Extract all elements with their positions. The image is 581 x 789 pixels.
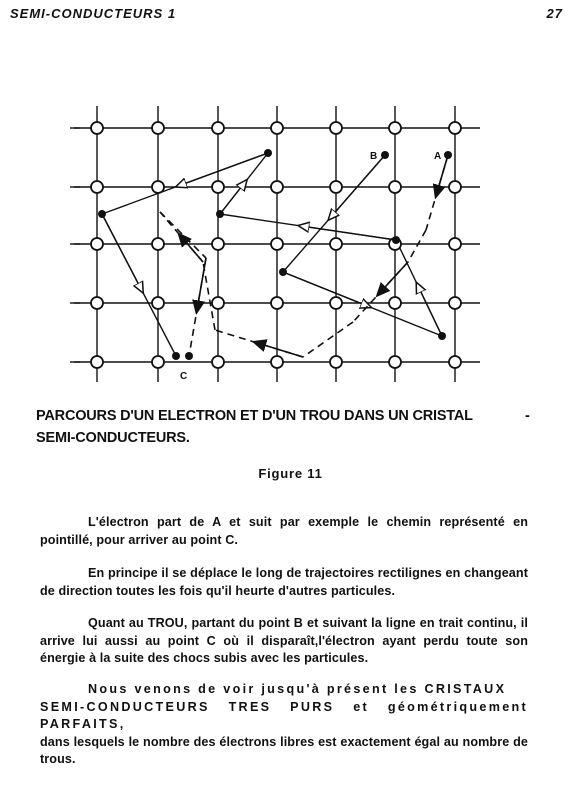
lattice-atom	[212, 238, 224, 250]
collision-dot	[381, 151, 389, 159]
collision-dot	[185, 352, 193, 360]
crystal-lattice-diagram	[0, 95, 581, 395]
paragraph-4-line-2: SEMI-CONDUCTEURS TRES PURS et géométriquement PARFAITS,	[40, 699, 528, 731]
caption-dash: -	[525, 408, 530, 424]
electron-path-segment	[408, 230, 426, 262]
lattice-atom	[271, 122, 283, 134]
lattice-atom	[271, 356, 283, 368]
electron-direction-arrow	[255, 342, 303, 357]
collision-dot	[444, 151, 452, 159]
electron-direction-arrow	[179, 235, 203, 263]
page-number: 27	[546, 6, 563, 21]
lattice-atom	[271, 297, 283, 309]
collision-dot	[216, 210, 224, 218]
collision-dot	[264, 149, 272, 157]
caption-line-1: PARCOURS D'UN ELECTRON ET D'UN TROU DANS UN CRISTAL	[36, 408, 473, 424]
paragraph-2	[40, 565, 528, 600]
lattice-atom	[389, 356, 401, 368]
lattice-atom	[330, 297, 342, 309]
hole-direction-arrow	[283, 272, 370, 307]
lattice-atoms	[91, 122, 461, 368]
collision-dot	[172, 352, 180, 360]
lattice-atom	[212, 356, 224, 368]
paragraph-3	[40, 615, 528, 668]
electron-direction-arrow	[197, 258, 206, 312]
collision-dot	[438, 332, 446, 340]
page-header	[10, 6, 571, 26]
hole-direction-arrow	[299, 226, 396, 240]
lattice-atom	[212, 181, 224, 193]
lattice-atom	[271, 181, 283, 193]
paragraph-1-text: L'électron part de A et suit par exemple le chemin représenté en pointillé, pour arriver au point C.	[40, 515, 528, 547]
hole-direction-arrow	[102, 214, 143, 292]
lattice-atom	[91, 181, 103, 193]
electron-path-segment	[303, 322, 353, 357]
label-a: A	[434, 151, 442, 162]
collision-dot	[392, 236, 400, 244]
lattice-atom	[271, 238, 283, 250]
lattice-atom	[389, 297, 401, 309]
lattice-atom	[152, 297, 164, 309]
lattice-atom	[330, 238, 342, 250]
lattice-atom	[212, 297, 224, 309]
lattice-atom	[152, 356, 164, 368]
electron-path-segment	[203, 262, 215, 330]
lattice-atom	[330, 181, 342, 193]
paragraph-4	[40, 681, 528, 769]
figure-number: Figure 11	[258, 466, 323, 481]
electron-path-segment	[160, 212, 206, 258]
lattice-atom	[449, 356, 461, 368]
lattice-atom	[449, 181, 461, 193]
lattice-atom	[389, 181, 401, 193]
lattice-atom	[449, 238, 461, 250]
lattice-atom	[212, 122, 224, 134]
running-title: SEMI-CONDUCTEURS 1	[10, 6, 177, 21]
collision-dot	[98, 210, 106, 218]
lattice-atom	[91, 297, 103, 309]
figure-caption	[36, 405, 556, 449]
lattice-atom	[91, 238, 103, 250]
lattice-atom	[152, 238, 164, 250]
lattice-atom	[330, 122, 342, 134]
paragraph-1	[40, 514, 528, 549]
lattice-atom	[152, 181, 164, 193]
lattice-atom	[449, 122, 461, 134]
label-b: B	[370, 151, 378, 162]
lattice-atom	[91, 356, 103, 368]
collision-dot	[279, 268, 287, 276]
lattice-atom	[91, 122, 103, 134]
lattice-atom	[330, 356, 342, 368]
label-c: C	[180, 371, 188, 382]
paragraph-3-text: Quant au TROU, partant du point B et suivant la ligne en trait continu, il arrive lui aussi au point C où il disparaît,l'électron ayant perdu toute son énergie à la suite des chocs subis avec les particules.	[40, 616, 528, 665]
paragraph-4-line-1: Nous venons de voir jusqu'à présent les CRISTAUX	[88, 682, 507, 696]
paragraph-4-rest: dans lesquels le nombre des électrons libres est exactement égal au nombre de trous.	[40, 734, 528, 766]
electron-direction-arrow	[378, 262, 408, 295]
paragraph-2-text: En principe il se déplace le long de trajectoires rectilignes en changeant de direction toutes les fois qu'il heurte d'autres particules.	[40, 566, 528, 598]
electron-path-dashed	[160, 155, 448, 357]
lattice-atom	[152, 122, 164, 134]
lattice-atom	[449, 297, 461, 309]
lattice-atom	[389, 122, 401, 134]
caption-line-2: SEMI-CONDUCTEURS.	[36, 430, 190, 446]
